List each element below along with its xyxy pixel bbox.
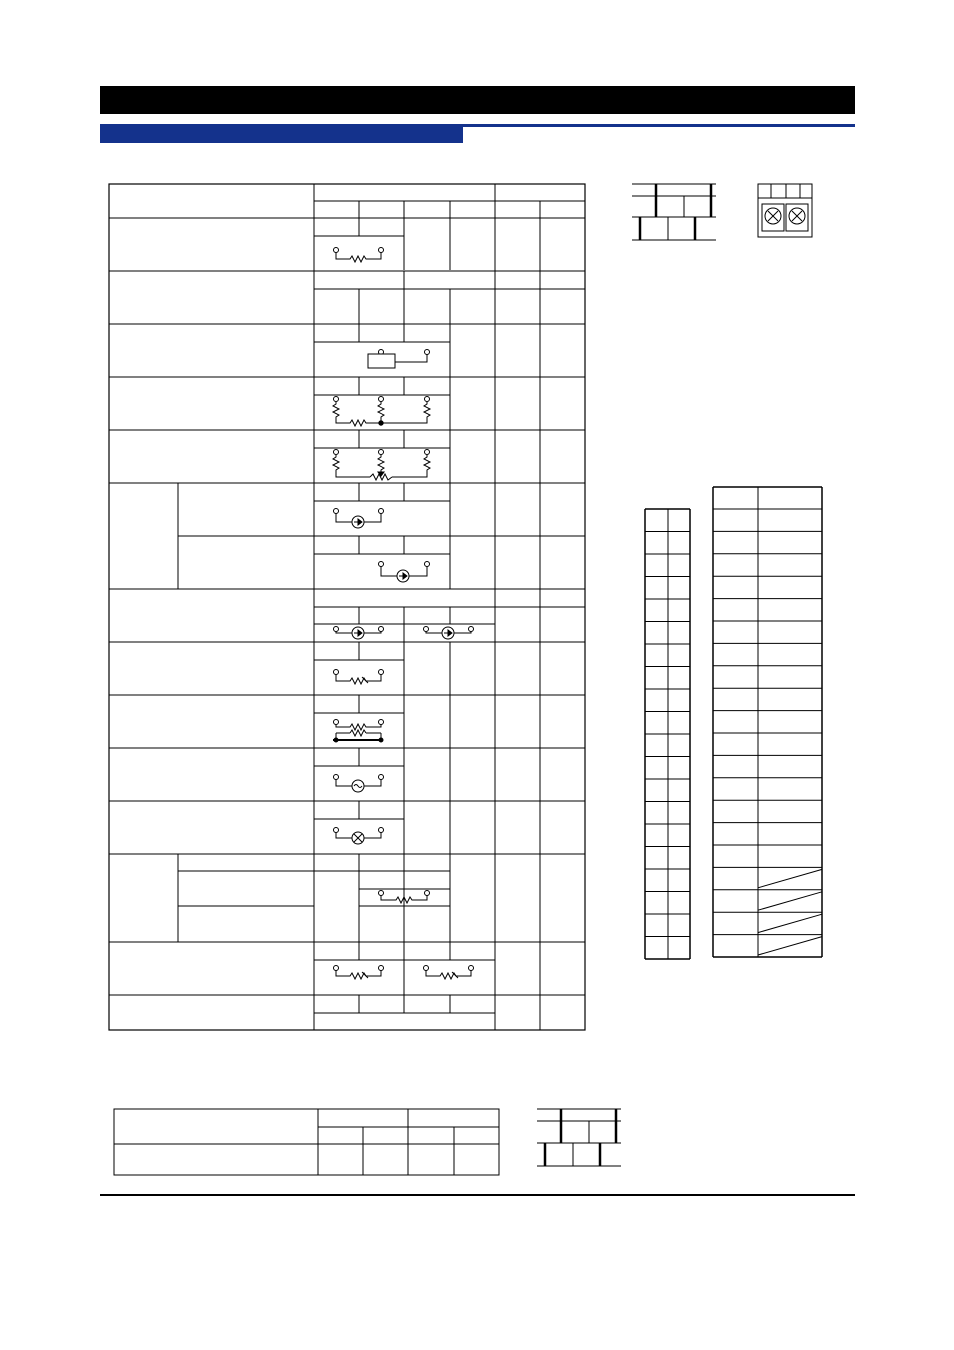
ac-source-symbol — [334, 775, 384, 793]
resistor-symbol — [424, 966, 474, 980]
potentiometer-network-symbol — [333, 450, 430, 481]
pin-table-right — [713, 487, 822, 957]
resistor-symbol — [333, 720, 384, 743]
box-element-symbol — [368, 350, 430, 369]
connector-diagram-lower — [537, 1109, 621, 1166]
pin-table-left — [645, 509, 690, 959]
connector-diagram — [632, 184, 716, 240]
resistor-symbol — [334, 670, 384, 685]
resistor-symbol — [334, 966, 384, 980]
table-rule — [758, 892, 822, 910]
main-spec-table — [109, 184, 585, 1030]
current-source-symbol — [334, 627, 384, 640]
table-rule — [758, 869, 822, 887]
resistor-symbol — [334, 248, 384, 263]
lower-spec-table — [114, 1109, 499, 1175]
current-source-symbol — [334, 509, 384, 529]
table-rule — [758, 937, 822, 955]
terminal-block-icon — [758, 184, 812, 237]
three-resistor-network-symbol — [333, 397, 430, 427]
current-source-symbol — [424, 627, 474, 640]
table-rule — [758, 914, 822, 932]
current-source-symbol — [379, 562, 430, 583]
lamp-symbol — [334, 828, 384, 845]
